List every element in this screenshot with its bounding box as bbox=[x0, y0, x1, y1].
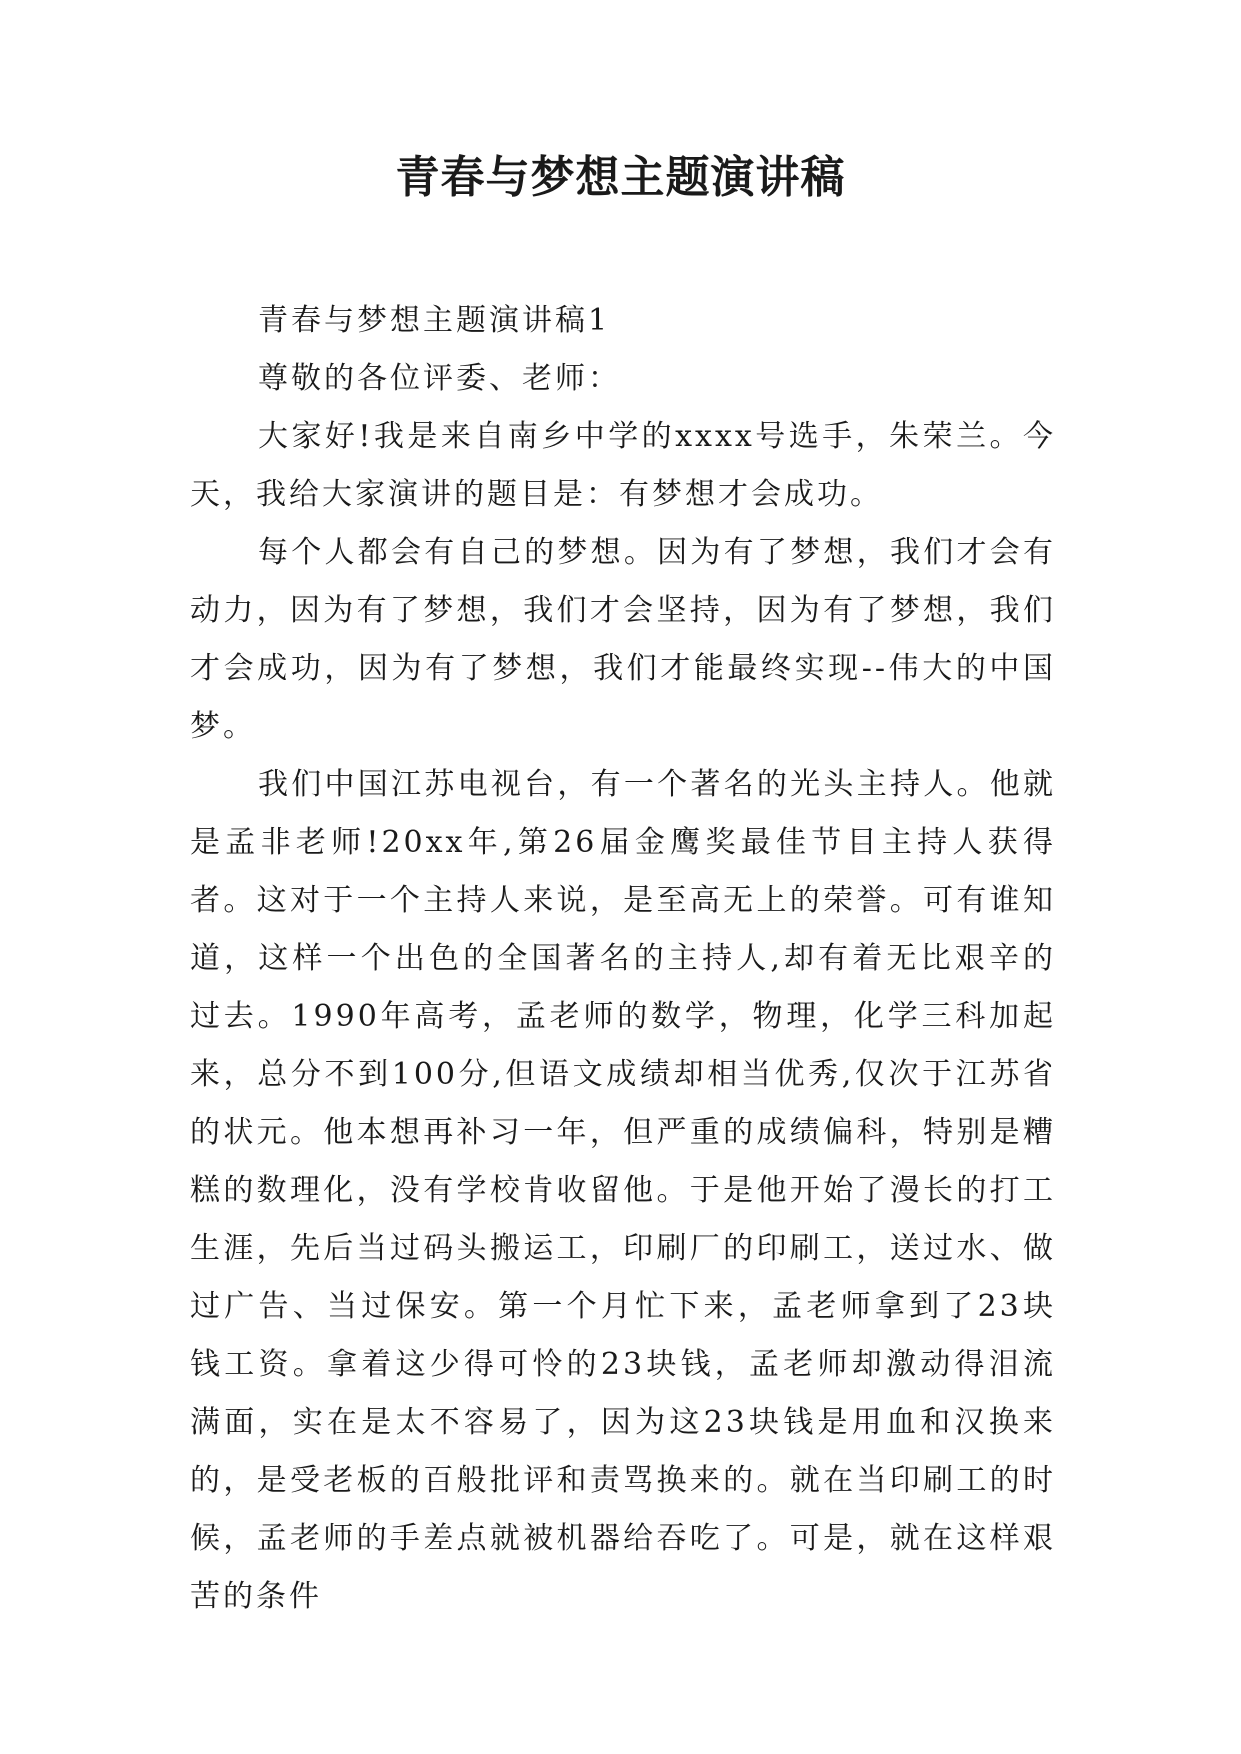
paragraph-heading: 青春与梦想主题演讲稿1 bbox=[258, 303, 611, 338]
document-title: 青春与梦想主题演讲稿 bbox=[395, 152, 846, 203]
paragraph-introduction: 大家好!我是来自南乡中学的xxxx号选手，朱荣兰。今天，我给大家演讲的题目是：有梦想才会成功。 bbox=[190, 419, 1056, 512]
paragraph-salutation: 尊敬的各位评委、老师： bbox=[258, 361, 621, 396]
paragraph-meng-fei-story: 我们中国江苏电视台，有一个著名的光头主持人。他就是孟非老师!20xx年,第26届金鹰奖最佳节目主持人获得者。这对于一个主持人来说，是至高无上的荣誉。可有谁知道，这样一个出色的全国著名的主持人,却有着无比艰辛的过去。1990年高考，孟老师的数学，物理，化学三科加起来，总分不到100分,但语文成绩却相当优秀,仅次于江苏省的状元。他本想再补习一年，但严重的成绩偏科，特别是糟糕的数理化，没有学校肯收留他。于是他开始了漫长的打工生涯，先后当过码头搬运工，印刷厂的印刷工，送过水、做过广告、当过保安。第一个月忙下来，孟老师拿到了23块钱工资。拿着这少得可怜的23块钱，孟老师却激动得泪流满面，实在是太不容易了，因为这23块钱是用血和汉换来的，是受老板的百般批评和责骂换来的。就在当印刷工的时候，孟老师的手差点就被机器给吞吃了。可是，就在这样艰苦的条件 bbox=[190, 767, 1056, 1614]
document-body bbox=[190, 292, 1056, 1626]
paragraph-dreams: 每个人都会有自己的梦想。因为有了梦想，我们才会有动力，因为有了梦想，我们才会坚持，因为有了梦想，我们才会成功，因为有了梦想，我们才能最终实现--伟大的中国梦。 bbox=[190, 535, 1056, 744]
